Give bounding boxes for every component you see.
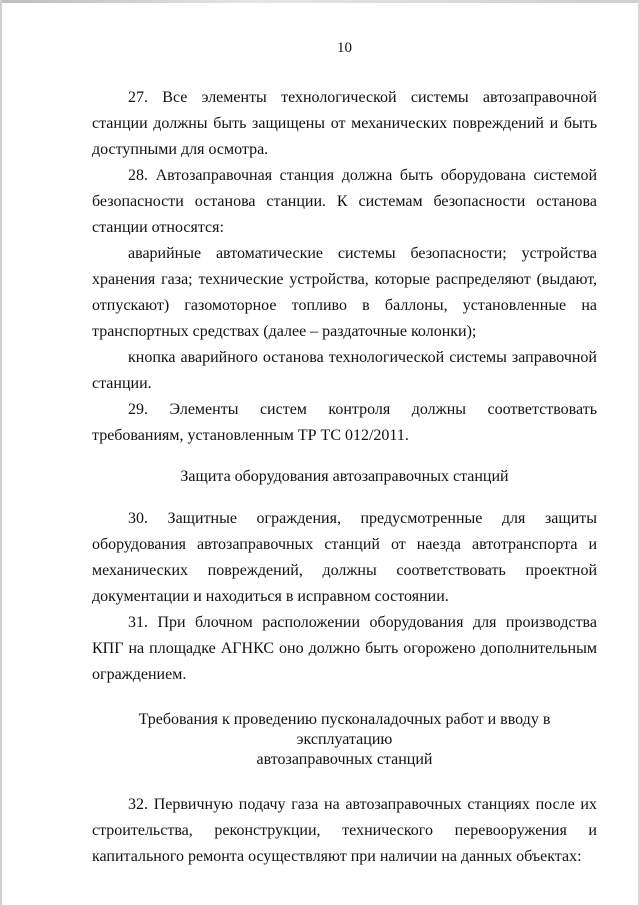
list-item-safety-systems: аварийные автоматические системы безопасности; устройства хранения газа; технические устройства, которые распределяют (выдают, отпускают) газомоторное топливо в баллоны, установленные на транспортных средствах (далее – раздаточные колонки);	[92, 245, 597, 340]
document-page	[92, 40, 597, 870]
paragraph-30: 30. Защитные ограждения, предусмотренные для защиты оборудования автозаправочных станций от наезда автотранспорта и механических повреждений, должны соответствовать проектной документации и находиться в исправном состоянии.	[92, 510, 597, 605]
paragraph-27: 27. Все элементы технологической системы автозаправочной станции должны быть защищены от механических повреждений и быть доступными для осмотра.	[92, 89, 597, 158]
section-heading-equipment-protection: Защита оборудования автозаправочных станций	[180, 468, 509, 485]
page-number: 10	[337, 40, 352, 56]
scan-edge-top	[0, 0, 640, 3]
paragraph-32: 32. Первичную подачу газа на автозаправочных станциях после их строительства, реконструкции, технического перевооружения и капитального ремонта осуществляют при наличии на данных объектах:	[92, 796, 597, 865]
section-equipment-protection	[92, 506, 597, 688]
section-heading-line: Требования к проведению пусконаладочных работ и вводу в эксплуатацию	[138, 711, 551, 748]
section-heading-line: автозаправочных станций	[256, 751, 433, 768]
section-heading-commissioning	[92, 710, 597, 770]
paragraph-28: 28. Автозаправочная станция должна быть оборудована системой безопасности останова станции. К системам безопасности останова станции относятся:	[92, 167, 597, 236]
scan-edge-left	[0, 0, 2, 905]
paragraph-29: 29. Элементы систем контроля должны соответствовать требованиям, установленным ТР ТС 012/2011.	[92, 401, 597, 444]
paragraph-31: 31. При блочном расположении оборудования для производства КПГ на площадке АГНКС оно должно быть огорожено дополнительным ограждением.	[92, 614, 597, 683]
list-item-emergency-button: кнопка аварийного останова технологической системы заправочной станции.	[92, 349, 597, 392]
section-general	[92, 85, 597, 449]
section-commissioning	[92, 792, 597, 870]
